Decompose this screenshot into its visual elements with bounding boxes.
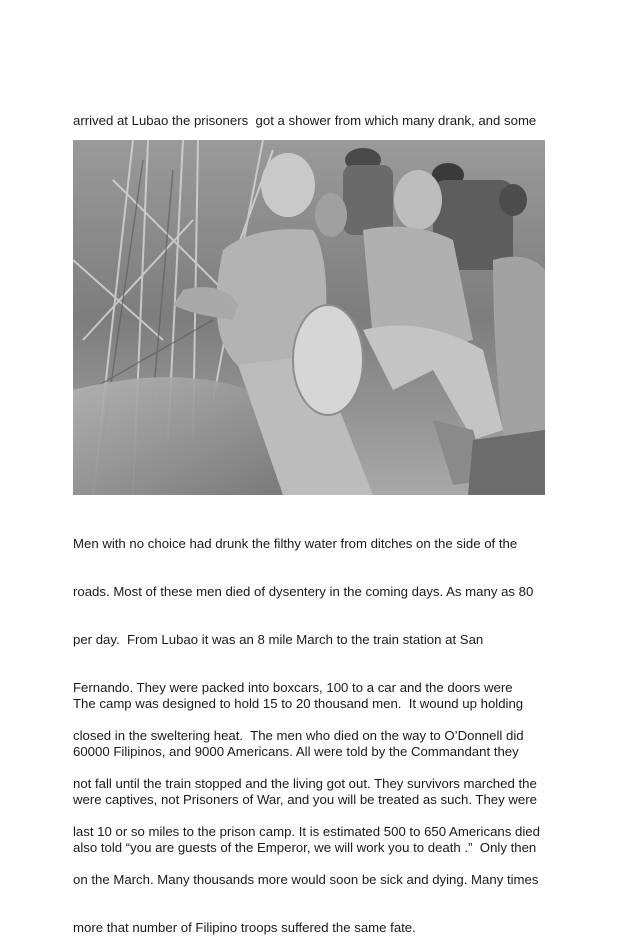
text-line: arrived at Lubao the prisoners got a shower from which many drank, and some (73, 113, 537, 128)
text-line: last 10 or so miles to the prison camp. It is estimated 500 to 650 Americans died (73, 824, 540, 839)
text-line: not fall until the train stopped and the living got out. They survivors marched the (73, 776, 537, 791)
text-line: The camp was designed to hold 15 to 20 thousand men. It wound up holding (73, 696, 524, 711)
soldiers-march-photo (73, 140, 545, 495)
text-line: roads. Most of these men died of dysentery in the coming days. As many as 80 (73, 584, 534, 599)
text-line: also told “you are guests of the Emperor, we will work you to death .” Only then (73, 840, 537, 855)
photo-illustration (73, 140, 545, 495)
camp-paragraph (73, 664, 553, 872)
text-line: closed in the sweltering heat. The men who died on the way to O’Donnell did (73, 728, 524, 743)
text-line: per day. From Lubao it was an 8 mile March to the train station at San (73, 632, 484, 647)
text-line: 60000 Filipinos, and 9000 Americans. All were told by the Commandant they (73, 744, 519, 759)
text-line: more that number of Filipino troops suffered the same fate. (73, 920, 416, 935)
text-line: were captives, not Prisoners of War, and you will be treated as such. They were (73, 792, 537, 807)
text-line: Men with no choice had drunk the filthy water from ditches on the side of the (73, 536, 518, 551)
text-line: Fernando. They were packed into boxcars, 100 to a car and the doors were (73, 680, 513, 695)
text-line: on the March. Many thousands more would soon be sick and dying. Many times (73, 872, 539, 887)
